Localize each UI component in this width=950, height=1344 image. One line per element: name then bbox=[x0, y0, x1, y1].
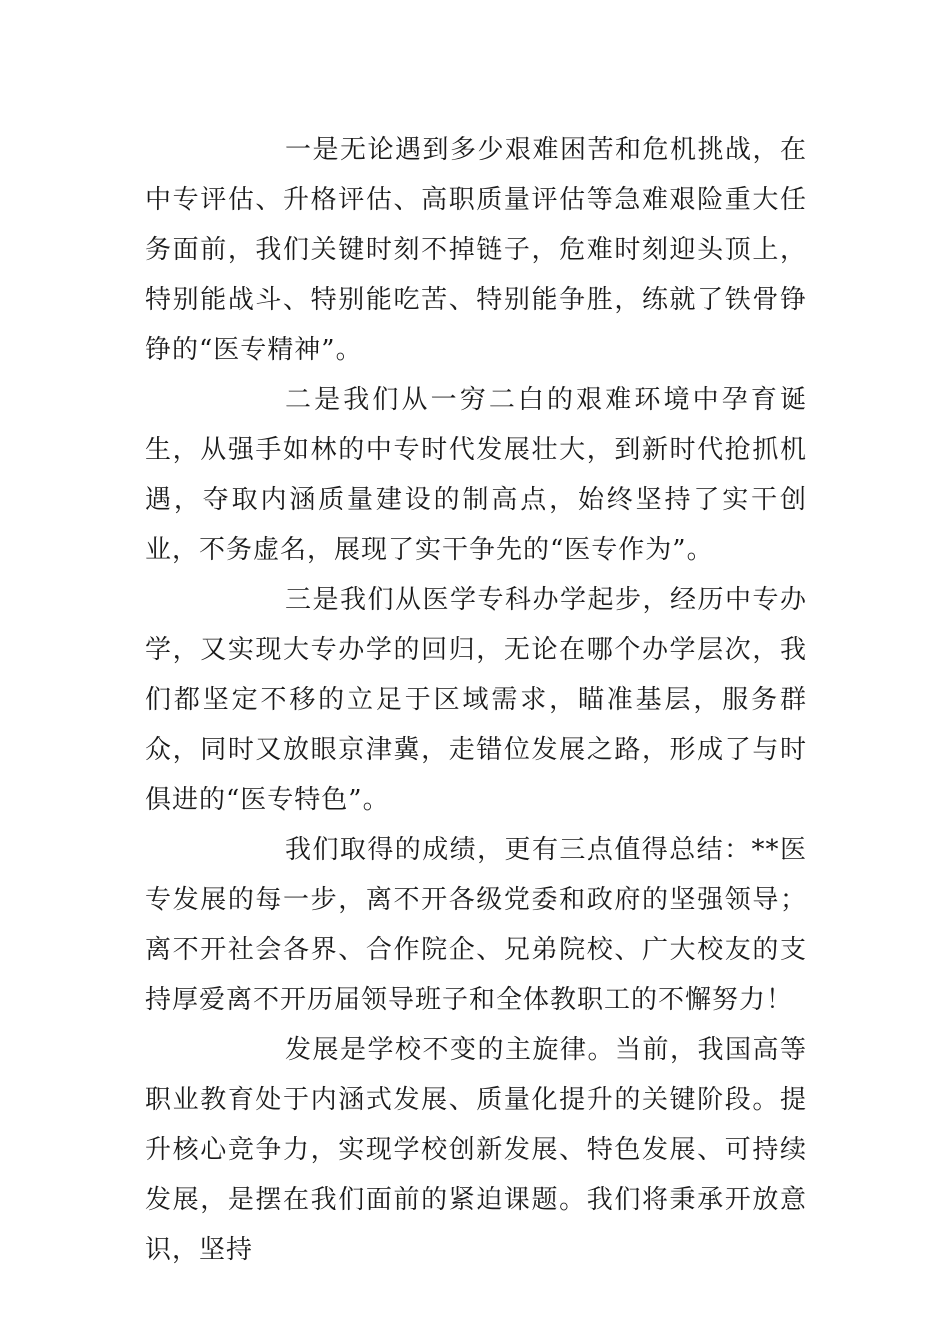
paragraph-4: 我们取得的成绩，更有三点值得总结：**医专发展的每一步，离不开各级党委和政府的坚强领导；离不开社会各界、合作院企、兄弟院校、广大校友的支持厚爱离不开历届领导班子和全体教职工的不懈努力！ bbox=[145, 835, 807, 1015]
paragraph-3: 三是我们从医学专科办学起步，经历中专办学，又实现大专办学的回归，无论在哪个办学层次，我们都坚定不移的立足于区域需求，瞄准基层，服务群众，同时又放眼京津冀，走错位发展之路，形成了与时俱进的“医专特色”。 bbox=[145, 585, 807, 815]
paragraph-2: 二是我们从一穷二白的艰难环境中孕育诞生，从强手如林的中专时代发展壮大，到新时代抢抓机遇，夺取内涵质量建设的制高点，始终坚持了实干创业，不务虚名，展现了实干争先的“医专作为”。 bbox=[145, 385, 807, 565]
paragraph-5: 发展是学校不变的主旋律。当前，我国高等职业教育处于内涵式发展、质量化提升的关键阶段。提升核心竞争力，实现学校创新发展、特色发展、可持续发展，是摆在我们面前的紧迫课题。我们将秉承开放意识，坚持 bbox=[145, 1035, 807, 1265]
paragraph-1: 一是无论遇到多少艰难困苦和危机挑战，在中专评估、升格评估、高职质量评估等急难艰险重大任务面前，我们关键时刻不掉链子，危难时刻迎头顶上，特别能战斗、特别能吃苦、特别能争胜，练就了铁骨铮铮的“医专精神”。 bbox=[145, 135, 807, 365]
document-body bbox=[145, 125, 807, 1275]
